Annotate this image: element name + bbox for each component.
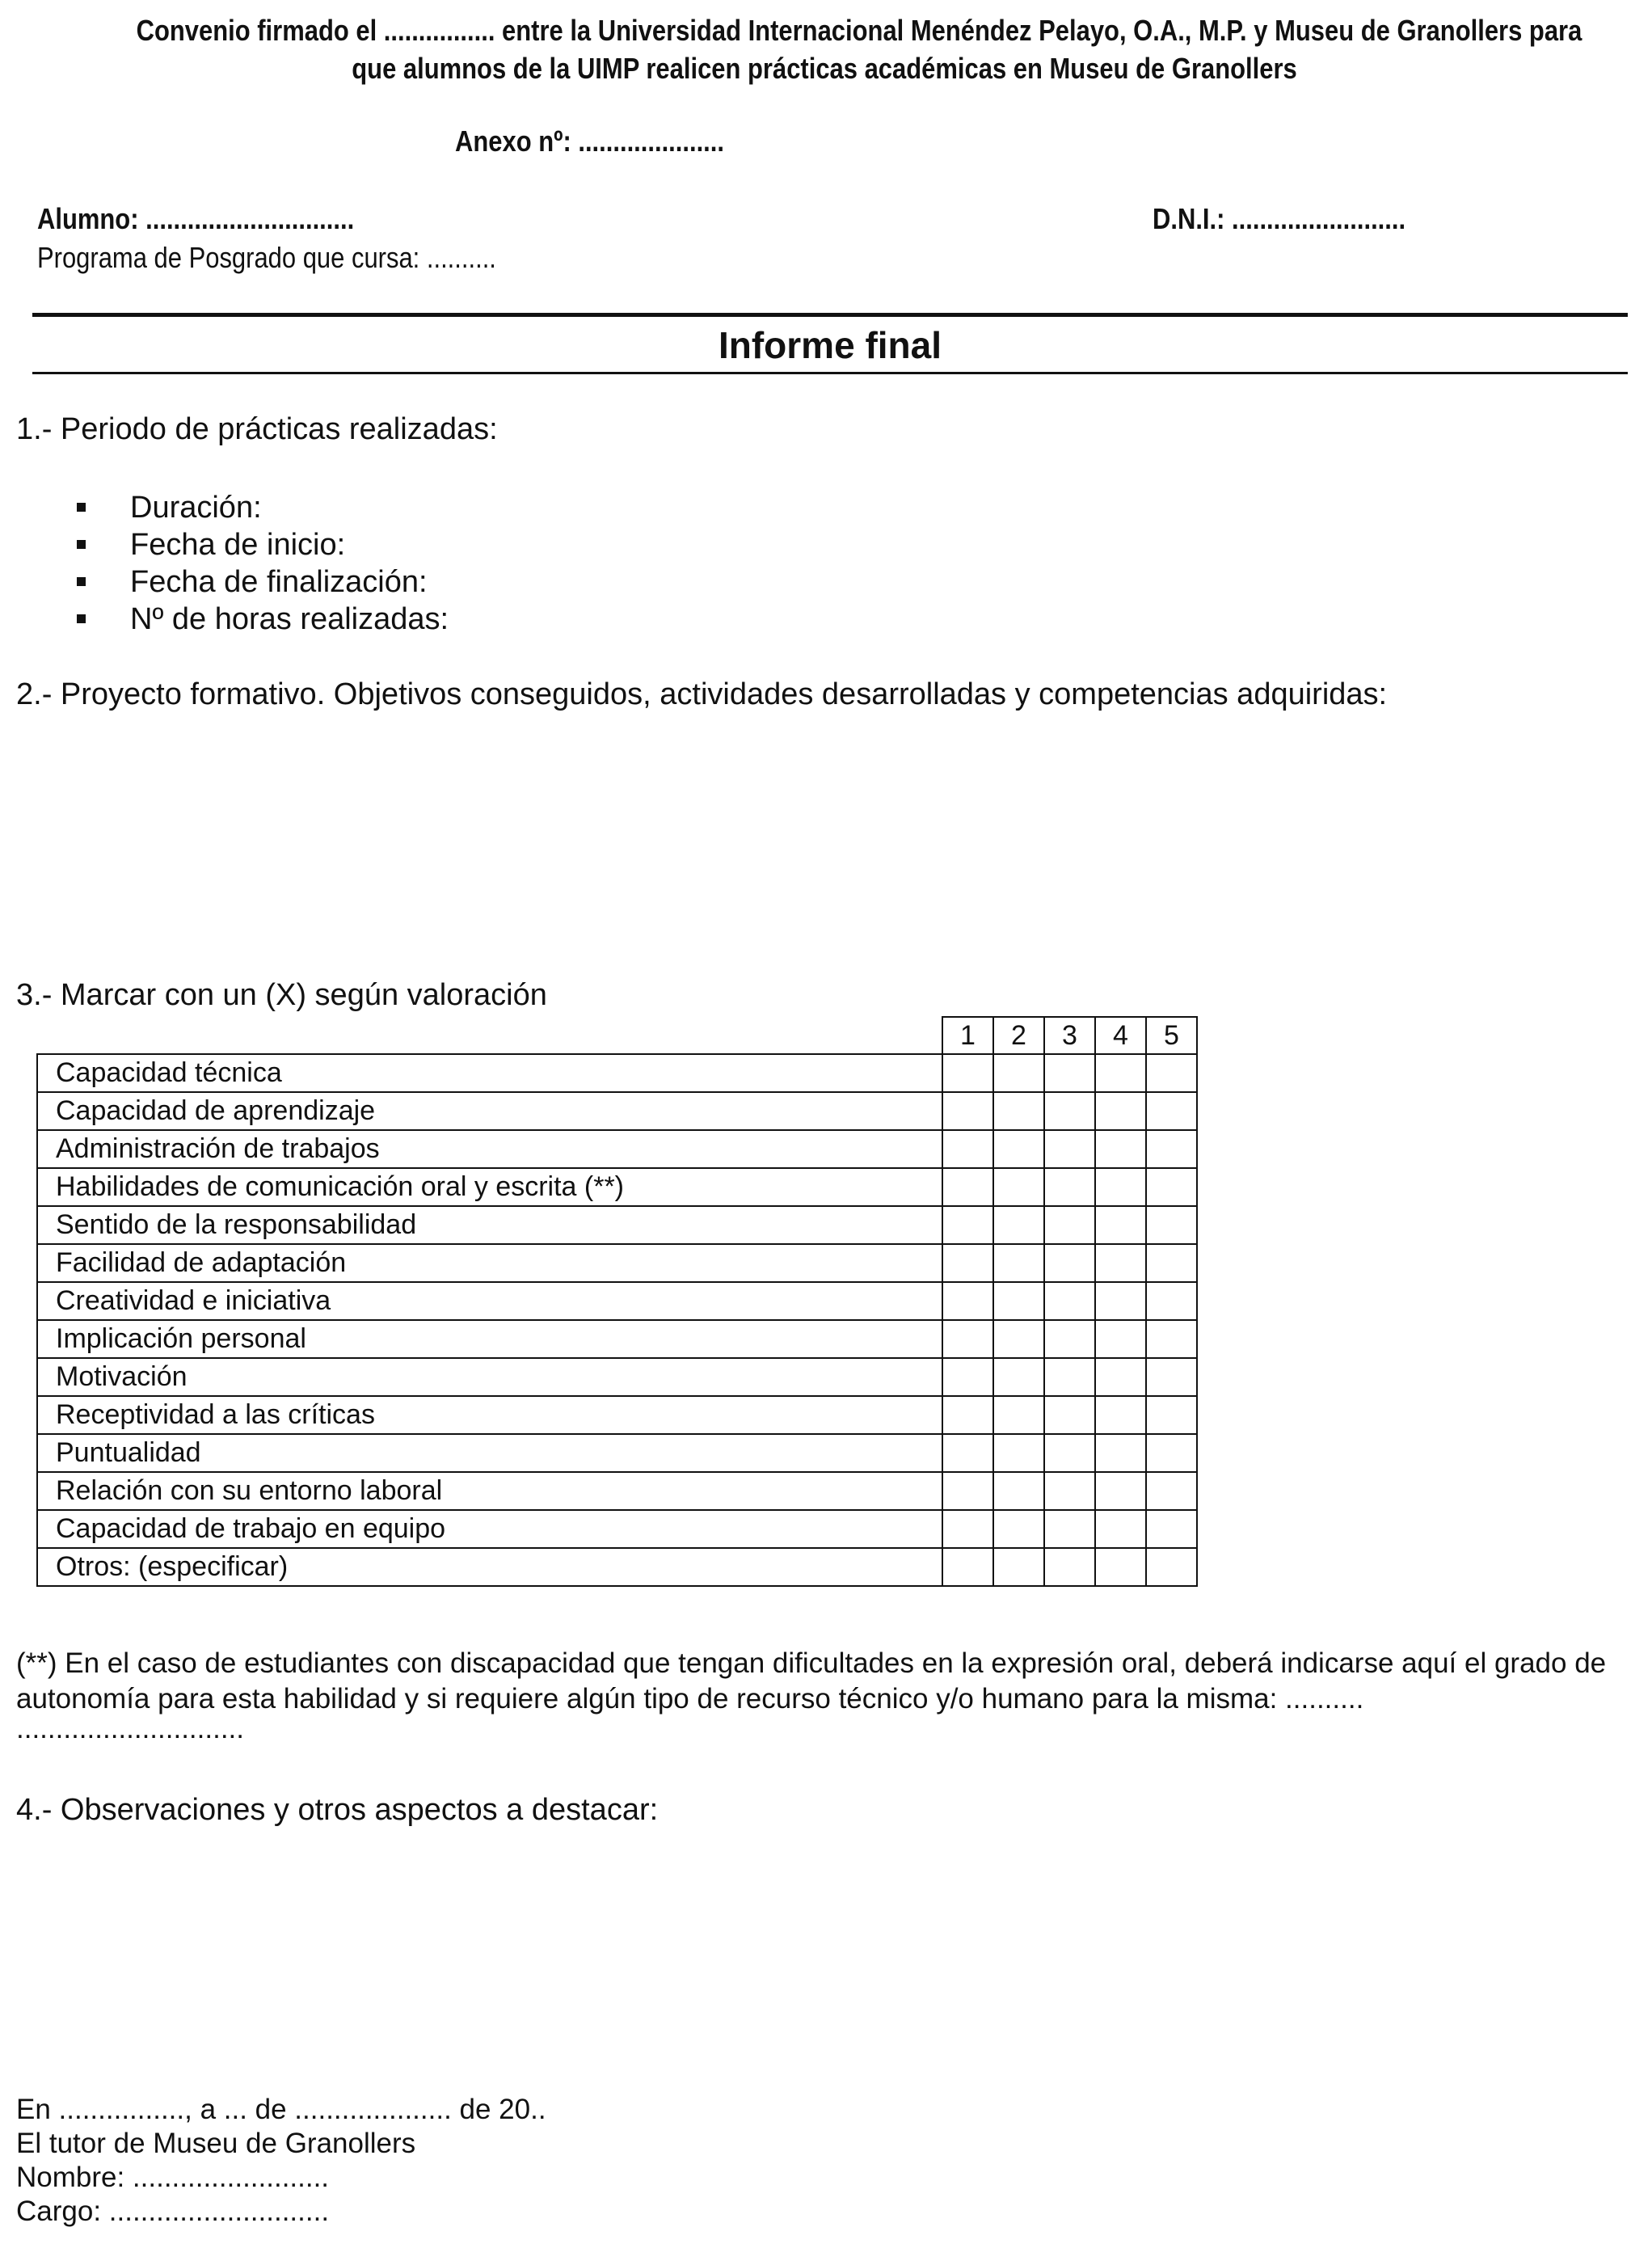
table-row bbox=[37, 1054, 1197, 1092]
rating-cell-1[interactable] bbox=[942, 1358, 993, 1396]
rating-cell-5[interactable] bbox=[1146, 1244, 1197, 1282]
annex-number: Anexo nº: ..................... bbox=[455, 124, 724, 158]
rating-cell-2[interactable] bbox=[993, 1054, 1044, 1092]
rating-cell-2[interactable] bbox=[993, 1130, 1044, 1168]
table-row bbox=[37, 1282, 1197, 1320]
criterion-label: Receptividad a las críticas bbox=[37, 1396, 942, 1434]
table-row bbox=[37, 1548, 1197, 1586]
rating-cell-5[interactable] bbox=[1146, 1092, 1197, 1130]
rating-cell-2[interactable] bbox=[993, 1510, 1044, 1548]
section-2-heading: 2.- Proyecto formativo. Objetivos conseguidos, actividades desarrolladas y competencias adquiridas: bbox=[16, 677, 1388, 711]
rating-cell-4[interactable] bbox=[1095, 1510, 1146, 1548]
rating-cell-1[interactable] bbox=[942, 1282, 993, 1320]
rating-scale-header bbox=[37, 1017, 1197, 1054]
rating-cell-2[interactable] bbox=[993, 1206, 1044, 1244]
rating-cell-5[interactable] bbox=[1146, 1510, 1197, 1548]
rating-cell-2[interactable] bbox=[993, 1092, 1044, 1130]
list-item: Nº de horas realizadas: bbox=[77, 601, 449, 638]
rating-cell-3[interactable] bbox=[1044, 1054, 1095, 1092]
rating-cell-2[interactable] bbox=[993, 1282, 1044, 1320]
rating-cell-2[interactable] bbox=[993, 1244, 1044, 1282]
rating-cell-4[interactable] bbox=[1095, 1320, 1146, 1358]
postgraduate-program-field: Programa de Posgrado que cursa: .......... bbox=[37, 241, 496, 274]
scale-4: 4 bbox=[1095, 1017, 1146, 1054]
criterion-label: Implicación personal bbox=[37, 1320, 942, 1358]
rating-cell-5[interactable] bbox=[1146, 1168, 1197, 1206]
table-row bbox=[37, 1130, 1197, 1168]
rating-cell-5[interactable] bbox=[1146, 1548, 1197, 1586]
rating-cell-2[interactable] bbox=[993, 1358, 1044, 1396]
scale-2: 2 bbox=[993, 1017, 1044, 1054]
rating-cell-5[interactable] bbox=[1146, 1206, 1197, 1244]
footnote-line-2: autonomía para esta habilidad y si requiere algún tipo de recurso técnico y/o humano para la misma: .......... bbox=[16, 1683, 1364, 1715]
rating-cell-5[interactable] bbox=[1146, 1472, 1197, 1510]
rating-cell-2[interactable] bbox=[993, 1320, 1044, 1358]
rating-cell-3[interactable] bbox=[1044, 1510, 1095, 1548]
rating-cell-2[interactable] bbox=[993, 1548, 1044, 1586]
rating-cell-4[interactable] bbox=[1095, 1396, 1146, 1434]
criterion-label: Facilidad de adaptación bbox=[37, 1244, 942, 1282]
list-item: Duración: bbox=[77, 489, 449, 526]
rating-cell-1[interactable] bbox=[942, 1548, 993, 1586]
table-row bbox=[37, 1244, 1197, 1282]
disability-footnote bbox=[16, 1646, 1633, 1744]
scale-5: 5 bbox=[1146, 1017, 1197, 1054]
rating-cell-2[interactable] bbox=[993, 1396, 1044, 1434]
student-dni-field: D.N.I.: ......................... bbox=[1153, 202, 1406, 235]
table-row bbox=[37, 1510, 1197, 1548]
signature-position-field: Cargo: ............................ bbox=[16, 2195, 330, 2227]
rating-cell-1[interactable] bbox=[942, 1244, 993, 1282]
rating-cell-1[interactable] bbox=[942, 1320, 993, 1358]
signature-tutor: El tutor de Museu de Granollers bbox=[16, 2128, 416, 2159]
rating-cell-4[interactable] bbox=[1095, 1548, 1146, 1586]
rating-cell-1[interactable] bbox=[942, 1092, 993, 1130]
rating-cell-3[interactable] bbox=[1044, 1130, 1095, 1168]
rating-cell-3[interactable] bbox=[1044, 1244, 1095, 1282]
rating-cell-1[interactable] bbox=[942, 1130, 993, 1168]
bullet-square-icon bbox=[77, 503, 86, 512]
bullet-square-icon bbox=[77, 577, 86, 586]
table-row bbox=[37, 1434, 1197, 1472]
table-row bbox=[37, 1168, 1197, 1206]
criterion-label: Creatividad e iniciativa bbox=[37, 1282, 942, 1320]
section-3-heading: 3.- Marcar con un (X) según valoración bbox=[16, 978, 547, 1012]
criterion-label: Capacidad de aprendizaje bbox=[37, 1092, 942, 1130]
rating-cell-5[interactable] bbox=[1146, 1130, 1197, 1168]
scale-1: 1 bbox=[942, 1017, 993, 1054]
rating-cell-4[interactable] bbox=[1095, 1244, 1146, 1282]
rating-cell-4[interactable] bbox=[1095, 1472, 1146, 1510]
scale-3: 3 bbox=[1044, 1017, 1095, 1054]
rating-cell-5[interactable] bbox=[1146, 1358, 1197, 1396]
criterion-label: Habilidades de comunicación oral y escrita (**) bbox=[37, 1168, 942, 1206]
rating-cell-2[interactable] bbox=[993, 1472, 1044, 1510]
table-row bbox=[37, 1092, 1197, 1130]
rating-cell-3[interactable] bbox=[1044, 1396, 1095, 1434]
criterion-label: Motivación bbox=[37, 1358, 942, 1396]
rating-cell-4[interactable] bbox=[1095, 1434, 1146, 1472]
title-top-rule bbox=[32, 313, 1628, 317]
rating-cell-2[interactable] bbox=[993, 1434, 1044, 1472]
rating-cell-3[interactable] bbox=[1044, 1092, 1095, 1130]
table-row bbox=[37, 1358, 1197, 1396]
student-name-field: Alumno: .............................. bbox=[37, 202, 355, 235]
rating-cell-4[interactable] bbox=[1095, 1358, 1146, 1396]
section-1-heading: 1.- Periodo de prácticas realizadas: bbox=[16, 412, 498, 446]
rating-cell-3[interactable] bbox=[1044, 1548, 1095, 1586]
rating-cell-4[interactable] bbox=[1095, 1092, 1146, 1130]
rating-cell-4[interactable] bbox=[1095, 1054, 1146, 1092]
title-bottom-rule bbox=[32, 372, 1628, 374]
rating-cell-1[interactable] bbox=[942, 1434, 993, 1472]
rating-cell-5[interactable] bbox=[1146, 1320, 1197, 1358]
agreement-header-line-1: Convenio firmado el ................ entre la Universidad Internacional Menéndez Pelayo, O.A., M.P. y Museu de Granollers para bbox=[136, 14, 1582, 47]
rating-cell-5[interactable] bbox=[1146, 1434, 1197, 1472]
criterion-label: Otros: (especificar) bbox=[37, 1548, 942, 1586]
rating-cell-4[interactable] bbox=[1095, 1206, 1146, 1244]
rating-cell-4[interactable] bbox=[1095, 1130, 1146, 1168]
rating-cell-3[interactable] bbox=[1044, 1472, 1095, 1510]
rating-table bbox=[36, 1016, 1198, 1587]
rating-cell-1[interactable] bbox=[942, 1054, 993, 1092]
signature-place-date: En ................, a ... de .................... de 20.. bbox=[16, 2094, 546, 2125]
rating-cell-4[interactable] bbox=[1095, 1282, 1146, 1320]
rating-cell-2[interactable] bbox=[993, 1168, 1044, 1206]
section-4-heading: 4.- Observaciones y otros aspectos a destacar: bbox=[16, 1793, 659, 1827]
rating-cell-5[interactable] bbox=[1146, 1282, 1197, 1320]
criterion-label: Sentido de la responsabilidad bbox=[37, 1206, 942, 1244]
rating-cell-1[interactable] bbox=[942, 1396, 993, 1434]
table-row bbox=[37, 1206, 1197, 1244]
rating-cell-3[interactable] bbox=[1044, 1282, 1095, 1320]
rating-cell-3[interactable] bbox=[1044, 1434, 1095, 1472]
bullet-square-icon bbox=[77, 614, 86, 623]
list-item: Fecha de finalización: bbox=[77, 563, 449, 601]
rating-cell-3[interactable] bbox=[1044, 1320, 1095, 1358]
rating-cell-1[interactable] bbox=[942, 1168, 993, 1206]
bullet-square-icon bbox=[77, 540, 86, 549]
signature-name-field: Nombre: ......................... bbox=[16, 2162, 330, 2193]
rating-cell-1[interactable] bbox=[942, 1472, 993, 1510]
rating-cell-4[interactable] bbox=[1095, 1168, 1146, 1206]
rating-cell-1[interactable] bbox=[942, 1206, 993, 1244]
criterion-label: Capacidad técnica bbox=[37, 1054, 942, 1092]
rating-cell-3[interactable] bbox=[1044, 1206, 1095, 1244]
page-title: Informe final bbox=[718, 324, 942, 366]
table-row bbox=[37, 1472, 1197, 1510]
footnote-line-3: ............................. bbox=[16, 1713, 244, 1744]
footnote-line-1: (**) En el caso de estudiantes con discapacidad que tengan dificultades en la expresión oral, deberá indicarse aquí el grado de bbox=[16, 1647, 1607, 1679]
criterion-label: Administración de trabajos bbox=[37, 1130, 942, 1168]
rating-cell-5[interactable] bbox=[1146, 1396, 1197, 1434]
internship-period-list bbox=[77, 489, 449, 638]
agreement-header bbox=[136, 11, 1582, 87]
rating-cell-1[interactable] bbox=[942, 1510, 993, 1548]
table-row bbox=[37, 1320, 1197, 1358]
rating-cell-3[interactable] bbox=[1044, 1358, 1095, 1396]
criterion-label: Puntualidad bbox=[37, 1434, 942, 1472]
rating-cell-3[interactable] bbox=[1044, 1168, 1095, 1206]
list-item: Fecha de inicio: bbox=[77, 526, 449, 563]
criterion-label: Relación con su entorno laboral bbox=[37, 1472, 942, 1510]
agreement-header-line-2: que alumnos de la UIMP realicen prácticas académicas en Museu de Granollers bbox=[352, 52, 1297, 85]
criterion-label: Capacidad de trabajo en equipo bbox=[37, 1510, 942, 1548]
table-row bbox=[37, 1396, 1197, 1434]
rating-cell-5[interactable] bbox=[1146, 1054, 1197, 1092]
